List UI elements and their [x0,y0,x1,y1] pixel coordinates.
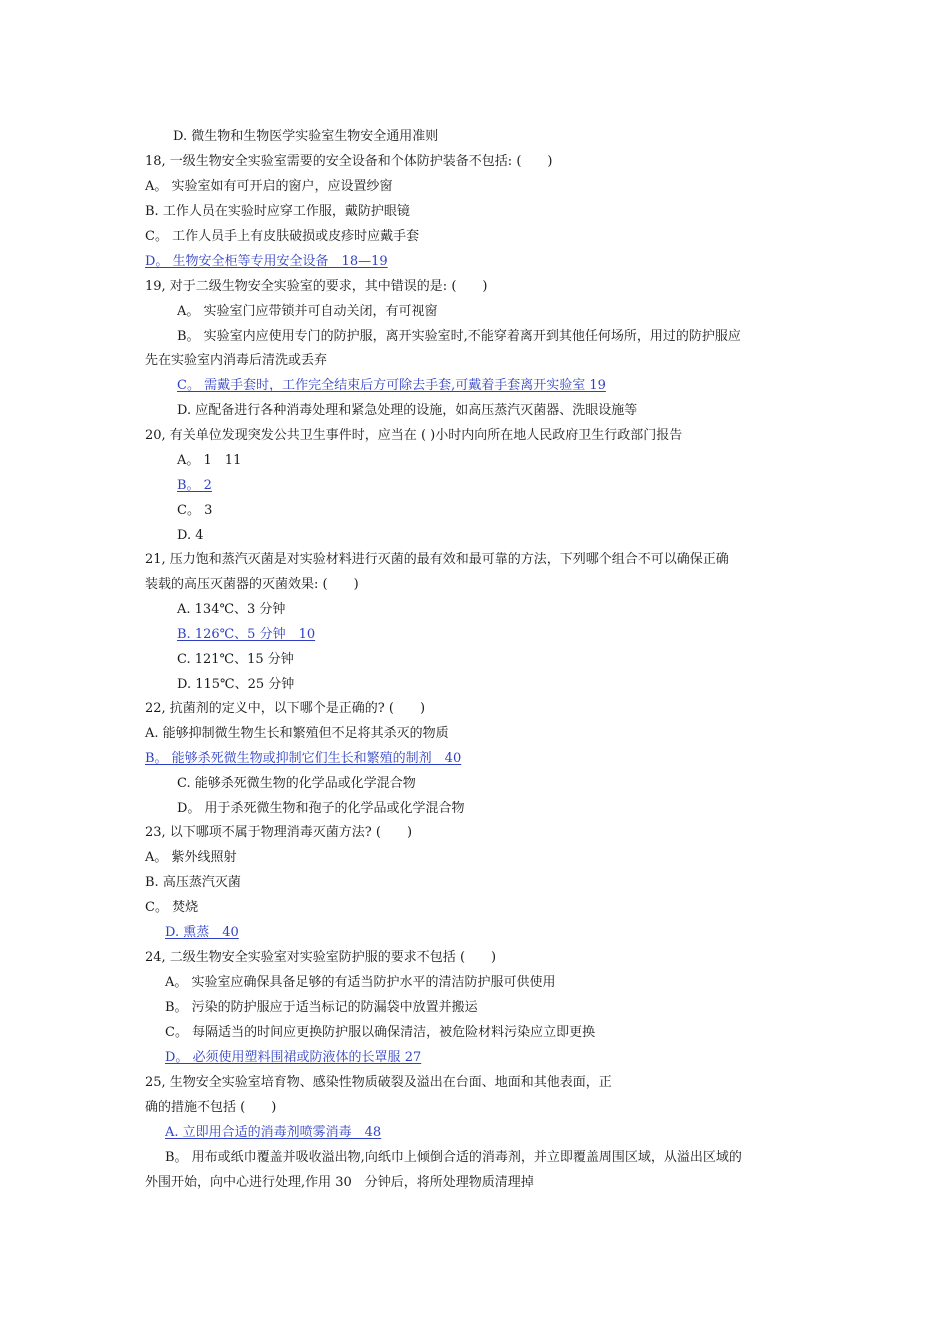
option-19-b-cont: 先在实验室内消毒后清洗或丢弃 [145,353,328,368]
option-18-a: A。 实验室如有可开启的窗户，应设置纱窗 [145,179,393,194]
question-25-cont: 确的措施不包括 ( ) [145,1100,277,1115]
option-17-d: D. 微生物和生物医学实验室生物安全通用准则 [173,129,439,144]
option-19-d: D. 应配备进行各种消毒处理和紧急处理的设施，如高压蒸汽灭菌器、洗眼设施等 [177,403,638,418]
question-22: 22, 抗菌剂的定义中，以下哪个是正确的? ( ) [145,701,426,716]
option-25-b: B。 用布或纸巾覆盖并吸收溢出物,向纸巾上倾倒合适的消毒剂，并立即覆盖周围区域，从溢出区域的 [165,1150,742,1165]
question-23: 23, 以下哪项不属于物理消毒灭菌方法? ( ) [145,825,413,840]
option-22-a: A. 能够抑制微生物生长和繁殖但不足将其杀灭的物质 [145,726,449,741]
question-21: 21, 压力饱和蒸汽灭菌是对实验材料进行灭菌的最有效和最可靠的方法，下列哪个组合不可以确保正确 [145,552,729,567]
option-24-a: A。 实验室应确保具备足够的有适当防护水平的清洁防护服可供使用 [165,975,556,990]
option-20-d: D. 4 [177,528,204,543]
option-21-a: A. 134℃、3 分钟 [177,602,286,617]
option-22-c: C. 能够杀死微生物的化学品或化学混合物 [177,776,416,791]
option-24-c: C。 每隔适当的时间应更换防护服以确保清洁，被危险材料污染应立即更换 [165,1025,596,1040]
answer-18-d: D。 生物安全柜等专用安全设备 18—19 [145,254,388,269]
answer-20-b: B。 2 [177,478,212,493]
answer-24-d: D。 必须使用塑料围裙或防液体的长罩服 27 [165,1050,422,1065]
answer-23-d: D. 熏蒸 40 [165,925,239,940]
option-23-c: C。 焚烧 [145,900,199,915]
question-24: 24, 二级生物安全实验室对实验室防护服的要求不包括 ( ) [145,950,497,965]
answer-21-b: B. 126℃、5 分钟 10 [177,627,316,642]
question-20: 20, 有关单位发现突发公共卫生事件时，应当在 ( )小时内向所在地人民政府卫生行政部门报告 [145,428,683,443]
option-19-b: B。 实验室内应使用专门的防护服，离开实验室时,不能穿着离开到其他任何场所，用过的防护服应 [177,329,741,344]
question-19: 19, 对于二级生物安全实验室的要求，其中错误的是: ( ) [145,279,488,294]
option-18-c: C。 工作人员手上有皮肤破损或皮疹时应戴手套 [145,229,420,244]
option-21-c: C. 121℃、15 分钟 [177,652,294,667]
option-24-b: B。 污染的防护服应于适当标记的防漏袋中放置并搬运 [165,1000,478,1015]
answer-19-c: C。 需戴手套时，工作完全结束后方可除去手套,可戴着手套离开实验室 19 [177,378,606,393]
question-21-cont: 装载的高压灭菌器的灭菌效果: ( ) [145,577,359,592]
answer-22-b: B。 能够杀死微生物或抑制它们生长和繁殖的制剂 40 [145,751,462,766]
option-20-a: A。 1 11 [177,453,242,468]
option-22-d: D。 用于杀死微生物和孢子的化学品或化学混合物 [177,801,465,816]
option-21-d: D. 115℃、25 分钟 [177,677,295,692]
option-20-c: C。 3 [177,503,213,518]
question-18: 18, 一级生物安全实验室需要的安全设备和个体防护装备不包括: ( ) [145,154,553,169]
question-25: 25, 生物安全实验室培育物、感染性物质破裂及溢出在台面、地面和其他表面，正 [145,1075,612,1090]
option-25-b-cont: 外围开始，向中心进行处理,作用 30 分钟后，将所处理物质清理掉 [145,1175,534,1190]
option-23-a: A。 紫外线照射 [145,850,237,865]
option-18-b: B. 工作人员在实验时应穿工作服，戴防护眼镜 [145,204,410,219]
answer-25-a: A. 立即用合适的消毒剂喷雾消毒 48 [165,1125,382,1140]
option-23-b: B. 高压蒸汽灭菌 [145,875,241,890]
option-19-a: A。 实验室门应带锁并可自动关闭，有可视窗 [177,304,438,319]
